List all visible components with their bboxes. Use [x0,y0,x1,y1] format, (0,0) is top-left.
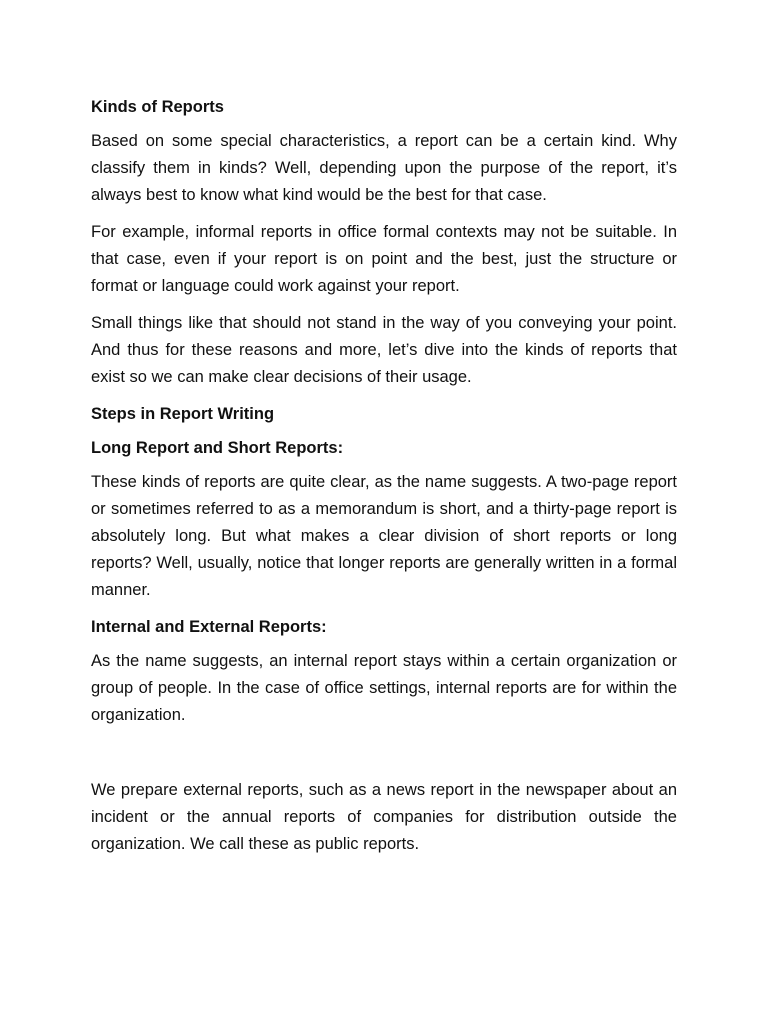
internal-reports-paragraph: As the name suggests, an internal report stays within a certain organization or group of people. In the case of office settings, internal reports are for within the organization. [91,652,677,724]
external-reports-paragraph: We prepare external reports, such as a news report in the newspaper about an incident or the annual reports of companies for distribution outside the organization. We call these as public reports. [91,781,677,853]
intro-paragraph-1: Based on some special characteristics, a report can be a certain kind. Why classify them in kinds? Well, depending upon the purpose of the report, it’s always best to know what kind would be the best for that case. [91,132,677,204]
intro-paragraph-2: For example, informal reports in office formal contexts may not be suitable. In that case, even if your report is on point and the best, just the structure or format or language could work against your report. [91,223,677,295]
intro-paragraph-3: Small things like that should not stand in the way of you conveying your point. And thus for these reasons and more, let’s dive into the kinds of reports that exist so we can make clear decisions of their usage. [91,314,677,386]
long-short-heading: Long Report and Short Reports: [91,439,344,457]
long-short-paragraph: These kinds of reports are quite clear, as the name suggests. A two-page report or sometimes referred to as a memorandum is short, and a thirty-page report is absolutely long. But what makes a clear division of short reports or long reports? Well, usually, notice that longer reports are generally written in a formal manner. [91,473,677,599]
steps-heading: Steps in Report Writing [91,405,275,423]
document-title: Kinds of Reports [91,98,224,116]
blank-line [91,739,677,777]
internal-external-heading: Internal and External Reports: [91,618,327,636]
document-page [91,94,677,868]
